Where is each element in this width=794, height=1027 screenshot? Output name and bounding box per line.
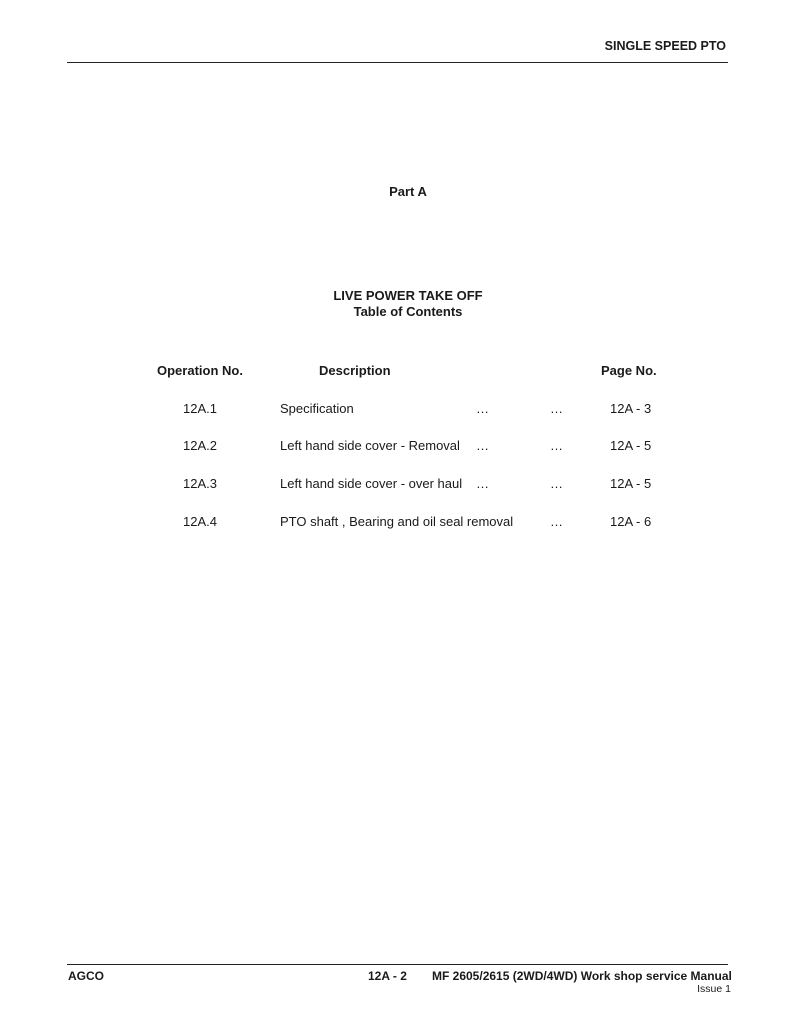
part-title: Part A	[389, 184, 427, 199]
column-header-description: Description	[319, 363, 391, 378]
toc-operation-number: 12A.2	[183, 438, 217, 453]
toc-leader-dots: …	[476, 476, 489, 491]
column-header-operation: Operation No.	[157, 363, 243, 378]
footer-manual-title: MF 2605/2615 (2WD/4WD) Work shop service Manual	[432, 969, 732, 983]
toc-operation-number: 12A.1	[183, 401, 217, 416]
toc-row	[0, 476, 794, 496]
toc-operation-number: 12A.4	[183, 514, 217, 529]
footer-issue: Issue 1	[697, 983, 731, 995]
footer-rule	[67, 964, 728, 965]
toc-leader-dots: …	[550, 438, 563, 453]
document-title-line1: LIVE POWER TAKE OFF	[333, 288, 483, 303]
toc-description: PTO shaft , Bearing and oil seal removal	[280, 514, 514, 529]
document-title-line2: Table of Contents	[353, 304, 463, 319]
toc-leader-dots: …	[550, 476, 563, 491]
toc-page-number: 12A - 3	[610, 401, 652, 416]
toc-row	[0, 401, 794, 421]
toc-leader-dots: …	[476, 438, 489, 453]
toc-page-number: 12A - 5	[610, 438, 652, 453]
toc-page-number: 12A - 5	[610, 476, 652, 491]
toc-description: Specification	[280, 401, 354, 416]
toc-leader-dots: …	[550, 514, 563, 529]
toc-leader-dots: …	[476, 401, 489, 416]
header-rule	[67, 62, 728, 63]
toc-leader-dots: …	[550, 401, 563, 416]
toc-row	[0, 514, 794, 534]
toc-page-number: 12A - 6	[610, 514, 652, 529]
footer-brand: AGCO	[68, 969, 104, 983]
toc-description: Left hand side cover - over haul	[280, 476, 463, 491]
document-title	[0, 288, 794, 320]
footer-page-number: 12A - 2	[368, 969, 407, 983]
column-header-page: Page No.	[601, 363, 657, 378]
toc-operation-number: 12A.3	[183, 476, 217, 491]
toc-row	[0, 438, 794, 458]
toc-description: Left hand side cover - Removal	[280, 438, 460, 453]
header-title: SINGLE SPEED PTO	[604, 39, 726, 53]
